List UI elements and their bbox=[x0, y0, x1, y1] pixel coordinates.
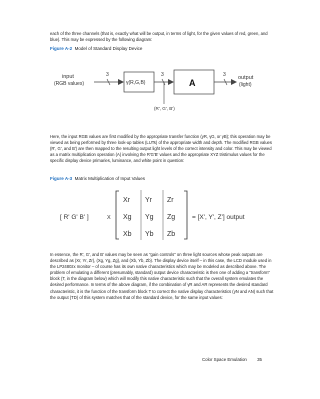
matrix-cell: Zb bbox=[167, 231, 176, 238]
times-sign: X bbox=[107, 215, 111, 221]
intro-paragraph: each of the three channels (that is, exactly what will be output, in terms of light, for the given values of red, green, and blue). This may be expressed by the following diagram: bbox=[50, 31, 268, 43]
footer-section-title: Color Space Emulation bbox=[201, 357, 247, 362]
matrix-cell: Yb bbox=[145, 231, 154, 238]
matrix-multiplication-diagram bbox=[60, 188, 290, 244]
output-label: output bbox=[238, 75, 254, 81]
figure-a2-caption bbox=[50, 46, 142, 52]
middle-count: 3 bbox=[161, 72, 164, 78]
matrix-cell: Xb bbox=[123, 231, 132, 238]
figure-a3-caption bbox=[50, 176, 145, 182]
standard-display-model-diagram bbox=[50, 54, 290, 126]
matrix-cell: Zr bbox=[167, 197, 174, 204]
gamma-label: γ(R,G,B) bbox=[126, 80, 146, 86]
feedback-label: (R', G', B') bbox=[154, 106, 175, 111]
input-sublabel: (RGB values) bbox=[54, 81, 85, 87]
figure-a2-number: Figure A-2 bbox=[50, 46, 73, 51]
closing-paragraph: In essence, the R', G', and B' values may be seen as "gain controls" on three light sources whose peak outputs are described as (Xr, Yr, Zr), (Xg, Yg, Zg), and (Xb, Yb, Zb). The display device itself – in this case, the LCD module used in the LP2480zx monitor – of course has its own native characteristics which may be modeled as described above. The problem of emulating a different (presumably, standard) output device characteristic is then one of adding a "transform" block (T, in the diagram below) which will modify this native characteristic such that the overall system emulates the desired performance. In terms of the above diagram, if the combination of γR and AR represents the desired standard characteristic, it is the function of the transform block T to correct the native display characteristics (γN and AN) such that the output (TD) of this system matches that of the standard device, for the same input values: bbox=[50, 252, 274, 300]
figure-a2-title: Model of Standard Display Device bbox=[74, 46, 143, 51]
matrix-result: = [X', Y', Z'] output bbox=[192, 214, 245, 221]
matrix-left-bracket bbox=[116, 191, 119, 239]
matrix-cell: Yg bbox=[145, 214, 154, 221]
page-footer bbox=[202, 357, 262, 362]
matrix-cell: Yr bbox=[145, 197, 152, 204]
output-count: 3 bbox=[223, 72, 226, 78]
output-sublabel: (light) bbox=[239, 82, 252, 88]
input-count: 3 bbox=[106, 72, 109, 78]
input-label: input bbox=[62, 74, 74, 80]
figure-a3-title: Matrix Multiplication of Input Values bbox=[74, 176, 146, 181]
rgb-row-vector: [ R' G' B' ] bbox=[60, 214, 89, 221]
footer-page-number: 35 bbox=[257, 357, 262, 362]
matrix-cell: Xg bbox=[123, 214, 132, 221]
middle-paragraph: Here, the input RGB values are first modified by the appropriate transfer function (γR, γG, or γB); this operation may be viewed as being performed by three look-up tables (LUTs) of the appropriate width and depth. The modified RGB values (R', G', and B') are then mapped to the resulting output light levels of the correct intensity and color. This may be viewed as a matrix multiplication operation (A) involving the R'G'B' values and the appropriate XYZ tristimulus values for the specific display device primaries, luminance, and white point in question: bbox=[50, 134, 272, 164]
matrix-cell: Zg bbox=[167, 214, 176, 221]
matrix-cell: Xr bbox=[123, 197, 130, 204]
matrix-right-bracket bbox=[184, 191, 187, 239]
matrix-a-label: A bbox=[189, 78, 196, 88]
figure-a3-number: Figure A-3 bbox=[50, 176, 73, 181]
